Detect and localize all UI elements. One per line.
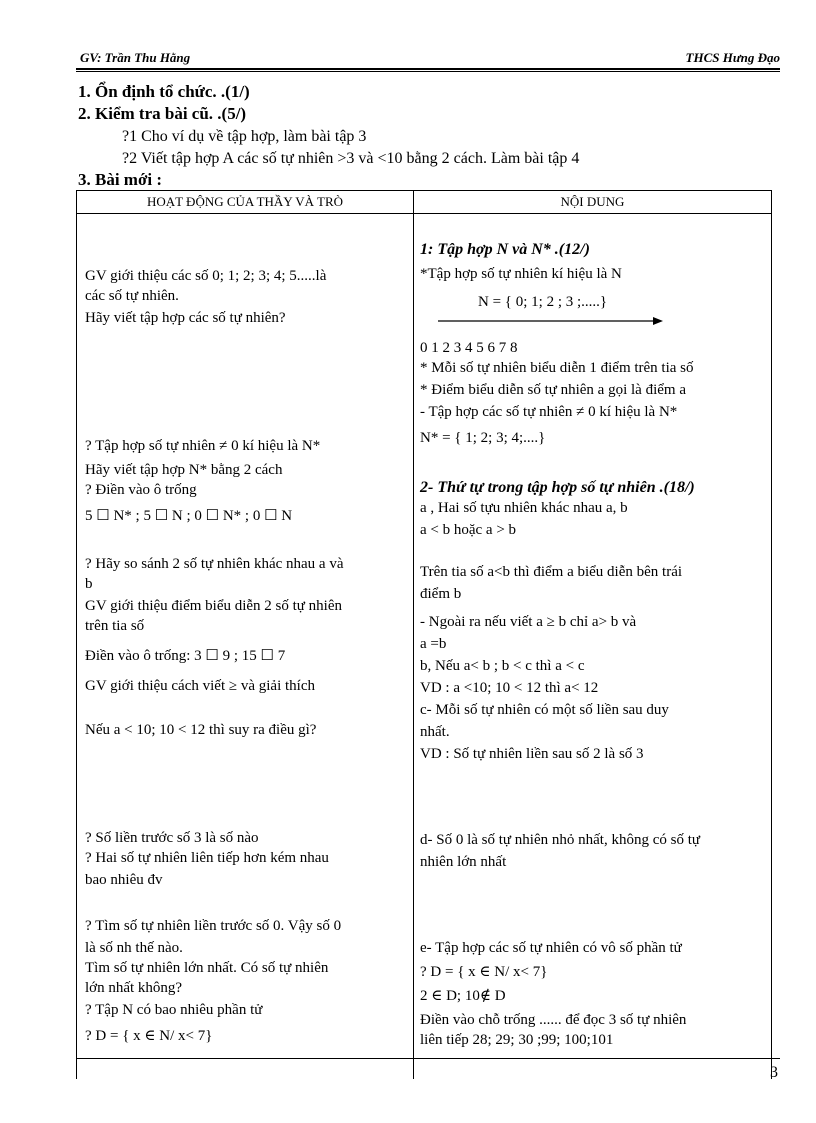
left-line: Hãy viết tập hợp các số tự nhiên? bbox=[85, 310, 286, 326]
left-line: lớn nhất không? bbox=[85, 980, 183, 996]
left-line: Điền vào ô trống: 3 ☐ 9 ; 15 ☐ 7 bbox=[85, 648, 286, 664]
left-line: ? Số liền trước số 3 là số nào bbox=[85, 830, 259, 846]
right-line: Điền vào chỗ trống ...... để đọc 3 số tự nhiên bbox=[420, 1012, 687, 1028]
right-line: ? D = { x ∈ N/ x< 7} bbox=[420, 964, 548, 980]
right-line: N = { 0; 1; 2 ; 3 ;.....} bbox=[478, 294, 608, 310]
section-3-title: 3. Bài mới : bbox=[78, 170, 163, 189]
left-line: Hãy viết tập hợp N* bằng 2 cách bbox=[85, 462, 283, 478]
left-line: trên tia số bbox=[85, 618, 145, 634]
subsection-2-title: 2- Thứ tự trong tập hợp số tự nhiên .(18/) bbox=[420, 479, 695, 496]
number-ray-labels: 0 1 2 3 4 5 6 7 8 bbox=[420, 340, 518, 356]
question-2: ?2 Viết tập hợp A các số tự nhiên >3 và <10 bằng 2 cách. Làm bài tập 4 bbox=[122, 150, 580, 167]
page-number: 3 bbox=[770, 1064, 778, 1081]
section-2-title: 2. Kiểm tra bài cũ. .(5/) bbox=[78, 104, 247, 123]
column-header-content: NỘI DUNG bbox=[414, 191, 772, 214]
header-rule bbox=[76, 68, 780, 72]
activities-cell bbox=[77, 214, 414, 1080]
right-line: a , Hai số tựu nhiên khác nhau a, b bbox=[420, 500, 628, 516]
left-line: GV giới thiệu điểm biểu diễn 2 số tự nhiên bbox=[85, 598, 343, 614]
right-line: - Tập hợp các số tự nhiên ≠ 0 kí hiệu là N* bbox=[420, 404, 678, 420]
number-ray-arrow bbox=[438, 315, 663, 327]
left-line: ? D = { x ∈ N/ x< 7} bbox=[85, 1028, 213, 1044]
left-line: Nếu a < 10; 10 < 12 thì suy ra điều gì? bbox=[85, 722, 317, 738]
right-line: nhiên lớn nhất bbox=[420, 854, 507, 870]
left-line: b bbox=[85, 576, 93, 592]
right-line: b, Nếu a< b ; b < c thì a < c bbox=[420, 658, 585, 674]
right-line: nhất. bbox=[420, 724, 450, 740]
left-line: 5 ☐ N* ; 5 ☐ N ; 0 ☐ N* ; 0 ☐ N bbox=[85, 508, 293, 524]
right-line: N* = { 1; 2; 3; 4;....} bbox=[420, 430, 546, 446]
left-line: GV giới thiệu các số 0; 1; 2; 3; 4; 5.....là bbox=[85, 268, 327, 284]
section-1-title: 1. Ổn định tổ chức. .(1/) bbox=[78, 82, 250, 101]
lesson-table bbox=[76, 190, 772, 1079]
right-line: VD : a <10; 10 < 12 thì a< 12 bbox=[420, 680, 599, 696]
right-line: e- Tập hợp các số tự nhiên có vô số phần tử bbox=[420, 940, 682, 956]
right-line: c- Mỗi số tự nhiên có một số liền sau duy bbox=[420, 702, 669, 718]
left-line: ? Hai số tự nhiên liên tiếp hơn kém nhau bbox=[85, 850, 329, 866]
left-line: bao nhiêu đv bbox=[85, 872, 163, 888]
right-line: *Tập hợp số tự nhiên kí hiệu là N bbox=[420, 266, 622, 282]
right-line: a < b hoặc a > b bbox=[420, 522, 517, 538]
right-line: a =b bbox=[420, 636, 447, 652]
content-cell bbox=[414, 214, 772, 1080]
left-line: GV giới thiệu cách viết ≥ và giải thích bbox=[85, 678, 315, 694]
left-line: ? Tập hợp số tự nhiên ≠ 0 kí hiệu là N* bbox=[85, 438, 321, 454]
right-line: - Ngoài ra nếu viết a ≥ b chỉ a> b và bbox=[420, 614, 637, 630]
right-line: 2 ∈ D; 10∉ D bbox=[420, 988, 506, 1004]
footer-rule bbox=[76, 1058, 780, 1059]
right-line: * Điểm biểu diễn số tự nhiên a gọi là điểm a bbox=[420, 382, 686, 398]
left-line: là số nh thế nào. bbox=[85, 940, 183, 956]
question-1: ?1 Cho ví dụ về tập hợp, làm bài tập 3 bbox=[122, 128, 367, 145]
right-line: d- Số 0 là số tự nhiên nhỏ nhất, không có số tự bbox=[420, 832, 700, 848]
left-line: ? Hãy so sánh 2 số tự nhiên khác nhau a và bbox=[85, 556, 344, 572]
left-line: Tìm số tự nhiên lớn nhất. Có số tự nhiên bbox=[85, 960, 329, 976]
left-line: ? Điền vào ô trống bbox=[85, 482, 197, 498]
column-header-activities: HOẠT ĐỘNG CỦA THẦY VÀ TRÒ bbox=[77, 191, 414, 214]
left-line: các số tự nhiên. bbox=[85, 288, 179, 304]
left-line: ? Tìm số tự nhiên liền trước số 0. Vậy số 0 bbox=[85, 918, 342, 934]
header-author: GV: Trần Thu Hằng bbox=[80, 50, 191, 65]
right-line: liên tiếp 28; 29; 30 ;99; 100;101 bbox=[420, 1032, 614, 1048]
right-line: * Mỗi số tự nhiên biểu diễn 1 điểm trên tia số bbox=[420, 360, 694, 376]
right-line: Trên tia số a<b thì điểm a biểu diễn bên trái bbox=[420, 564, 683, 580]
header-school: THCS Hưng Đạo bbox=[685, 50, 780, 65]
subsection-1-title: 1: Tập hợp N và N* .(12/) bbox=[420, 241, 590, 258]
right-line: điểm b bbox=[420, 586, 462, 602]
left-line: ? Tập N có bao nhiêu phần tử bbox=[85, 1002, 263, 1018]
right-line: VD : Số tự nhiên liền sau số 2 là số 3 bbox=[420, 746, 644, 762]
